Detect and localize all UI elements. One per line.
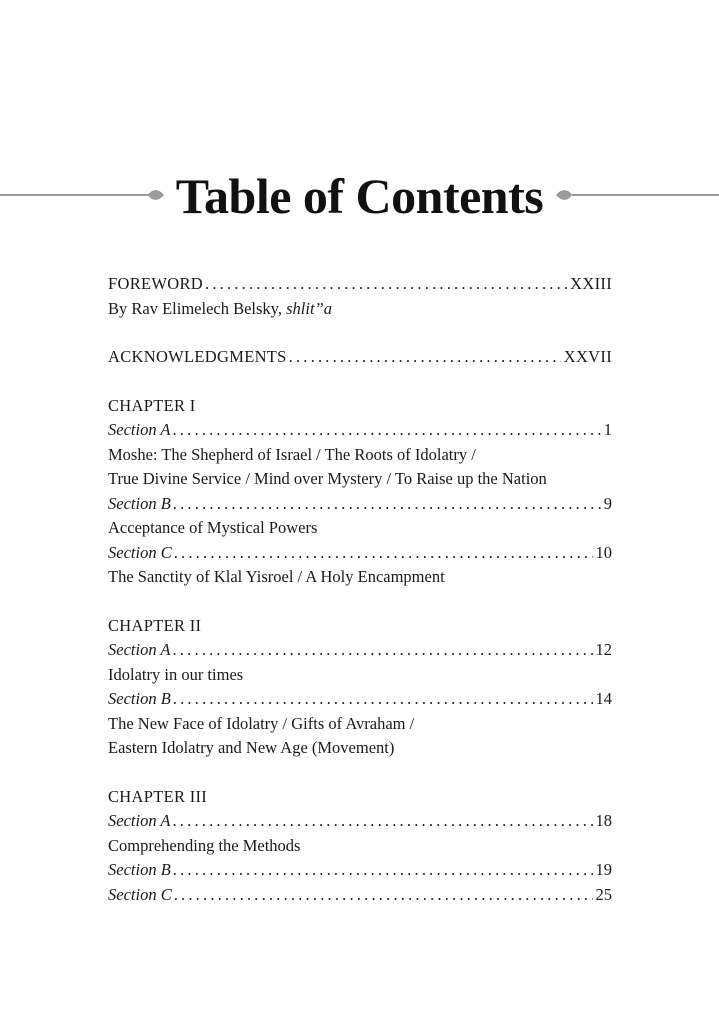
right-leaf-ornament-icon: [556, 188, 572, 202]
section-topics: True Divine Service / Mind over Mystery / To Raise up the Nation: [108, 469, 547, 488]
toc-entry-section[interactable]: [108, 883, 612, 908]
section-label: Section B: [108, 860, 171, 879]
section-topics: Moshe: The Shepherd of Israel / The Roots of Idolatry /: [108, 444, 476, 464]
dot-leader: [205, 272, 567, 297]
dot-leader: [173, 858, 593, 883]
entry-page-number: 18: [595, 811, 612, 830]
section-topics: Eastern Idolatry and New Age (Movement): [108, 738, 395, 757]
section-topics: The Sanctity of Klal Yisroel / A Holy Encampment: [108, 567, 445, 586]
foreword-byline: [108, 297, 612, 322]
entry-page-number: 25: [595, 884, 612, 904]
toc-entry-section[interactable]: [108, 809, 612, 834]
title-row: [0, 162, 719, 232]
section-label: Section B: [108, 689, 171, 708]
dot-leader: [173, 687, 593, 712]
entry-label: FOREWORD: [108, 274, 203, 293]
toc-entry-section[interactable]: [108, 541, 612, 566]
entry-label: ACKNOWLEDGMENTS: [108, 347, 287, 366]
entry-page-number: 9: [603, 493, 612, 513]
entry-page-number: 19: [595, 860, 612, 879]
section-topics: The New Face of Idolatry / Gifts of Avraham /: [108, 713, 415, 733]
chapter-heading: CHAPTER I: [108, 395, 196, 415]
chapter-heading: CHAPTER III: [108, 786, 208, 806]
entry-page-number: 1: [603, 420, 612, 439]
entry-page-number: XXVII: [563, 347, 612, 366]
toc-entry-section[interactable]: [108, 418, 612, 443]
section-topics: Comprehending the Methods: [108, 835, 301, 855]
section-label: Section A: [108, 640, 171, 659]
toc-entry-section[interactable]: [108, 492, 612, 517]
section-label: Section C: [108, 884, 172, 904]
byline-honorific: shlit”a: [286, 298, 332, 318]
chapter-heading: CHAPTER II: [108, 615, 202, 635]
toc-entry-section[interactable]: [108, 638, 612, 663]
section-topics: Idolatry in our times: [108, 664, 244, 684]
page-title: Table of Contents: [175, 168, 544, 224]
dot-leader: [172, 638, 592, 663]
entry-page-number: 10: [595, 542, 612, 562]
right-divider-rule: [572, 194, 719, 196]
dot-leader: [172, 418, 600, 443]
dot-leader: [174, 541, 593, 566]
toc-entry-section[interactable]: [108, 687, 612, 712]
table-of-contents: [108, 272, 612, 907]
section-label: Section C: [108, 542, 172, 562]
section-label: Section A: [108, 811, 171, 830]
toc-entry-section[interactable]: [108, 858, 612, 883]
dot-leader: [172, 809, 592, 834]
dot-leader: [174, 883, 593, 908]
section-label: Section B: [108, 493, 171, 513]
dot-leader: [289, 345, 561, 370]
byline-text: By Rav Elimelech Belsky,: [108, 298, 287, 318]
dot-leader: [173, 492, 601, 517]
section-topics: Acceptance of Mystical Powers: [108, 518, 318, 537]
toc-entry-foreword[interactable]: [108, 272, 612, 297]
entry-page-number: XXIII: [570, 274, 612, 293]
section-label: Section A: [108, 420, 171, 439]
entry-page-number: 12: [595, 640, 612, 659]
toc-entry-acknowledgments[interactable]: [108, 345, 612, 370]
entry-page-number: 14: [595, 689, 612, 708]
